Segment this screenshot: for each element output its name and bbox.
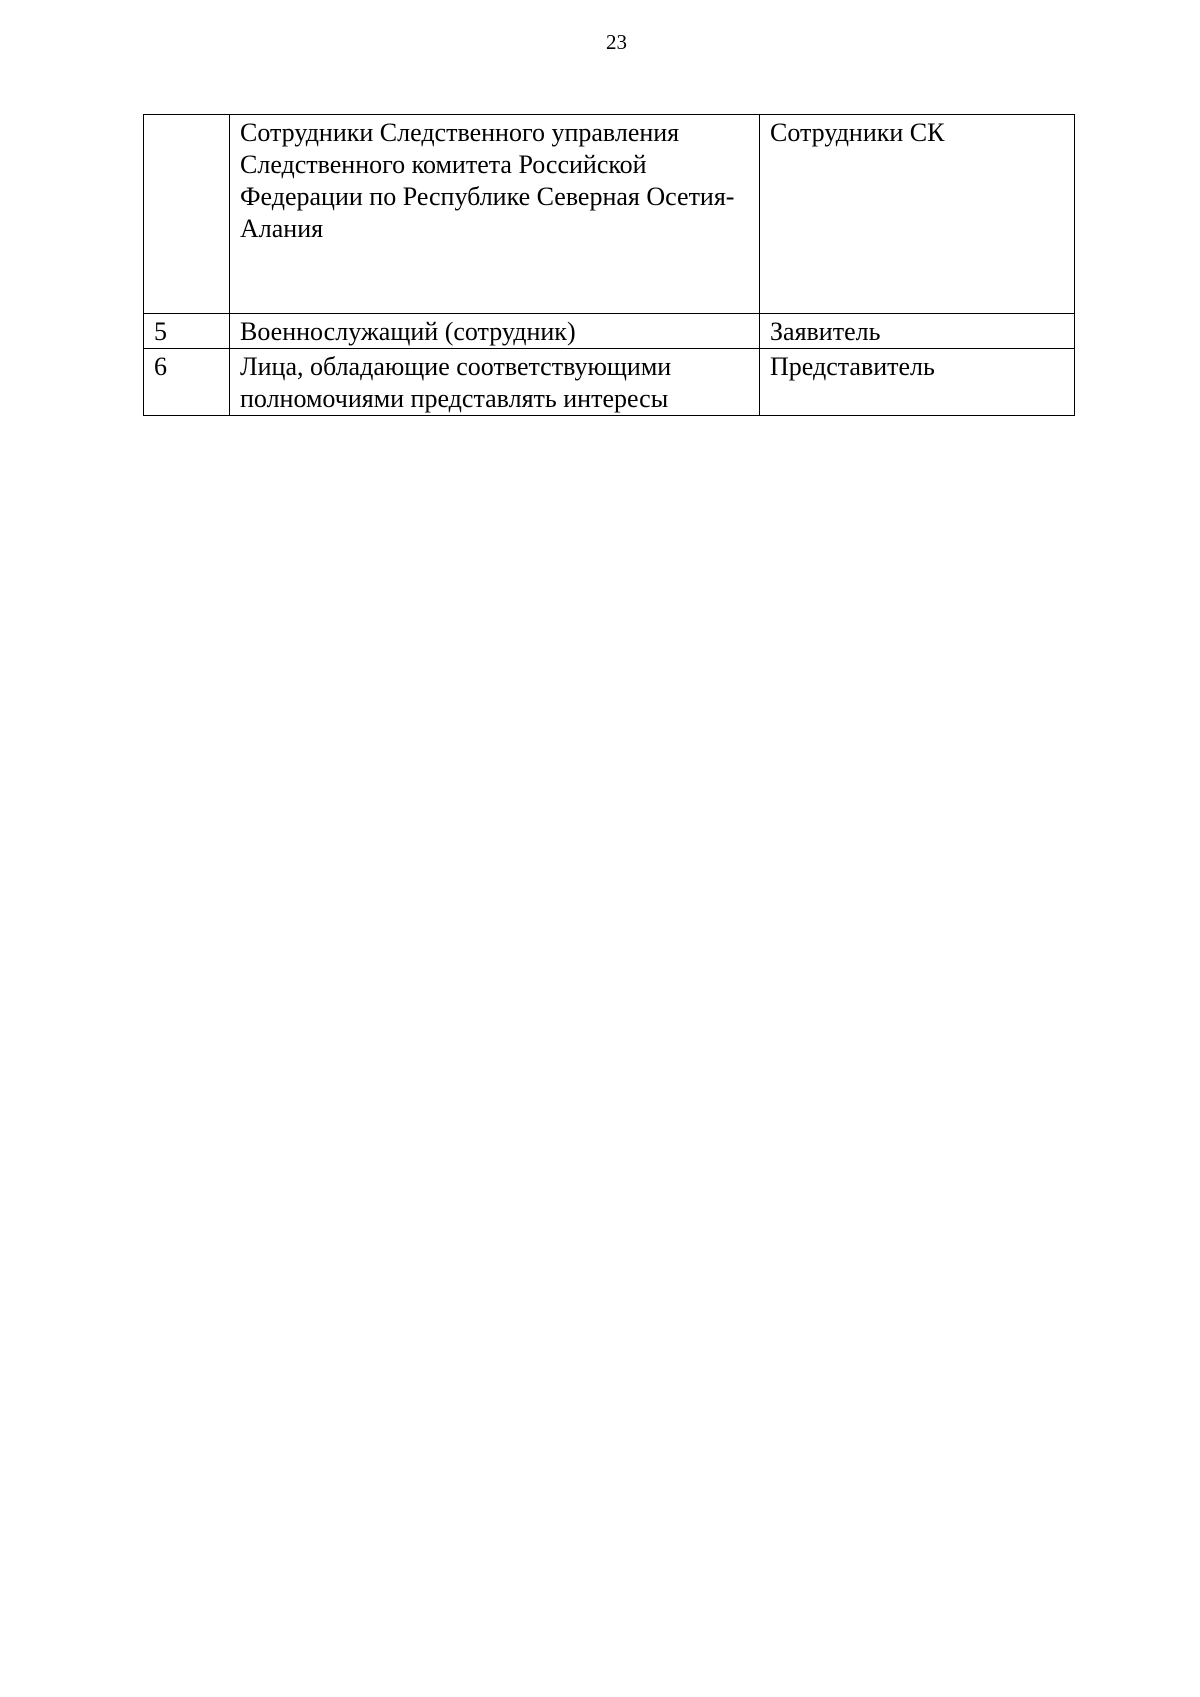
- short-name-cell: Сотрудники СК: [760, 115, 1075, 314]
- table-row: [144, 115, 1075, 314]
- participants-table: [143, 114, 1075, 416]
- short-name-cell: Представитель: [760, 349, 1075, 416]
- row-number-cell: 6: [144, 349, 230, 416]
- page-number: 23: [606, 30, 627, 54]
- table-row: [144, 314, 1075, 349]
- row-number-cell: 5: [144, 314, 230, 349]
- row-number-cell: [144, 115, 230, 314]
- participant-name-cell: Сотрудники Следственного управления Следственного комитета Российской Федерации по Республике Северная Осетия-Алания: [230, 115, 760, 314]
- table-row: [144, 349, 1075, 416]
- participant-name-cell: Лица, обладающие соответствующими полномочиями представлять интересы: [230, 349, 760, 416]
- short-name-cell: Заявитель: [760, 314, 1075, 349]
- participant-name-cell: Военнослужащий (сотрудник): [230, 314, 760, 349]
